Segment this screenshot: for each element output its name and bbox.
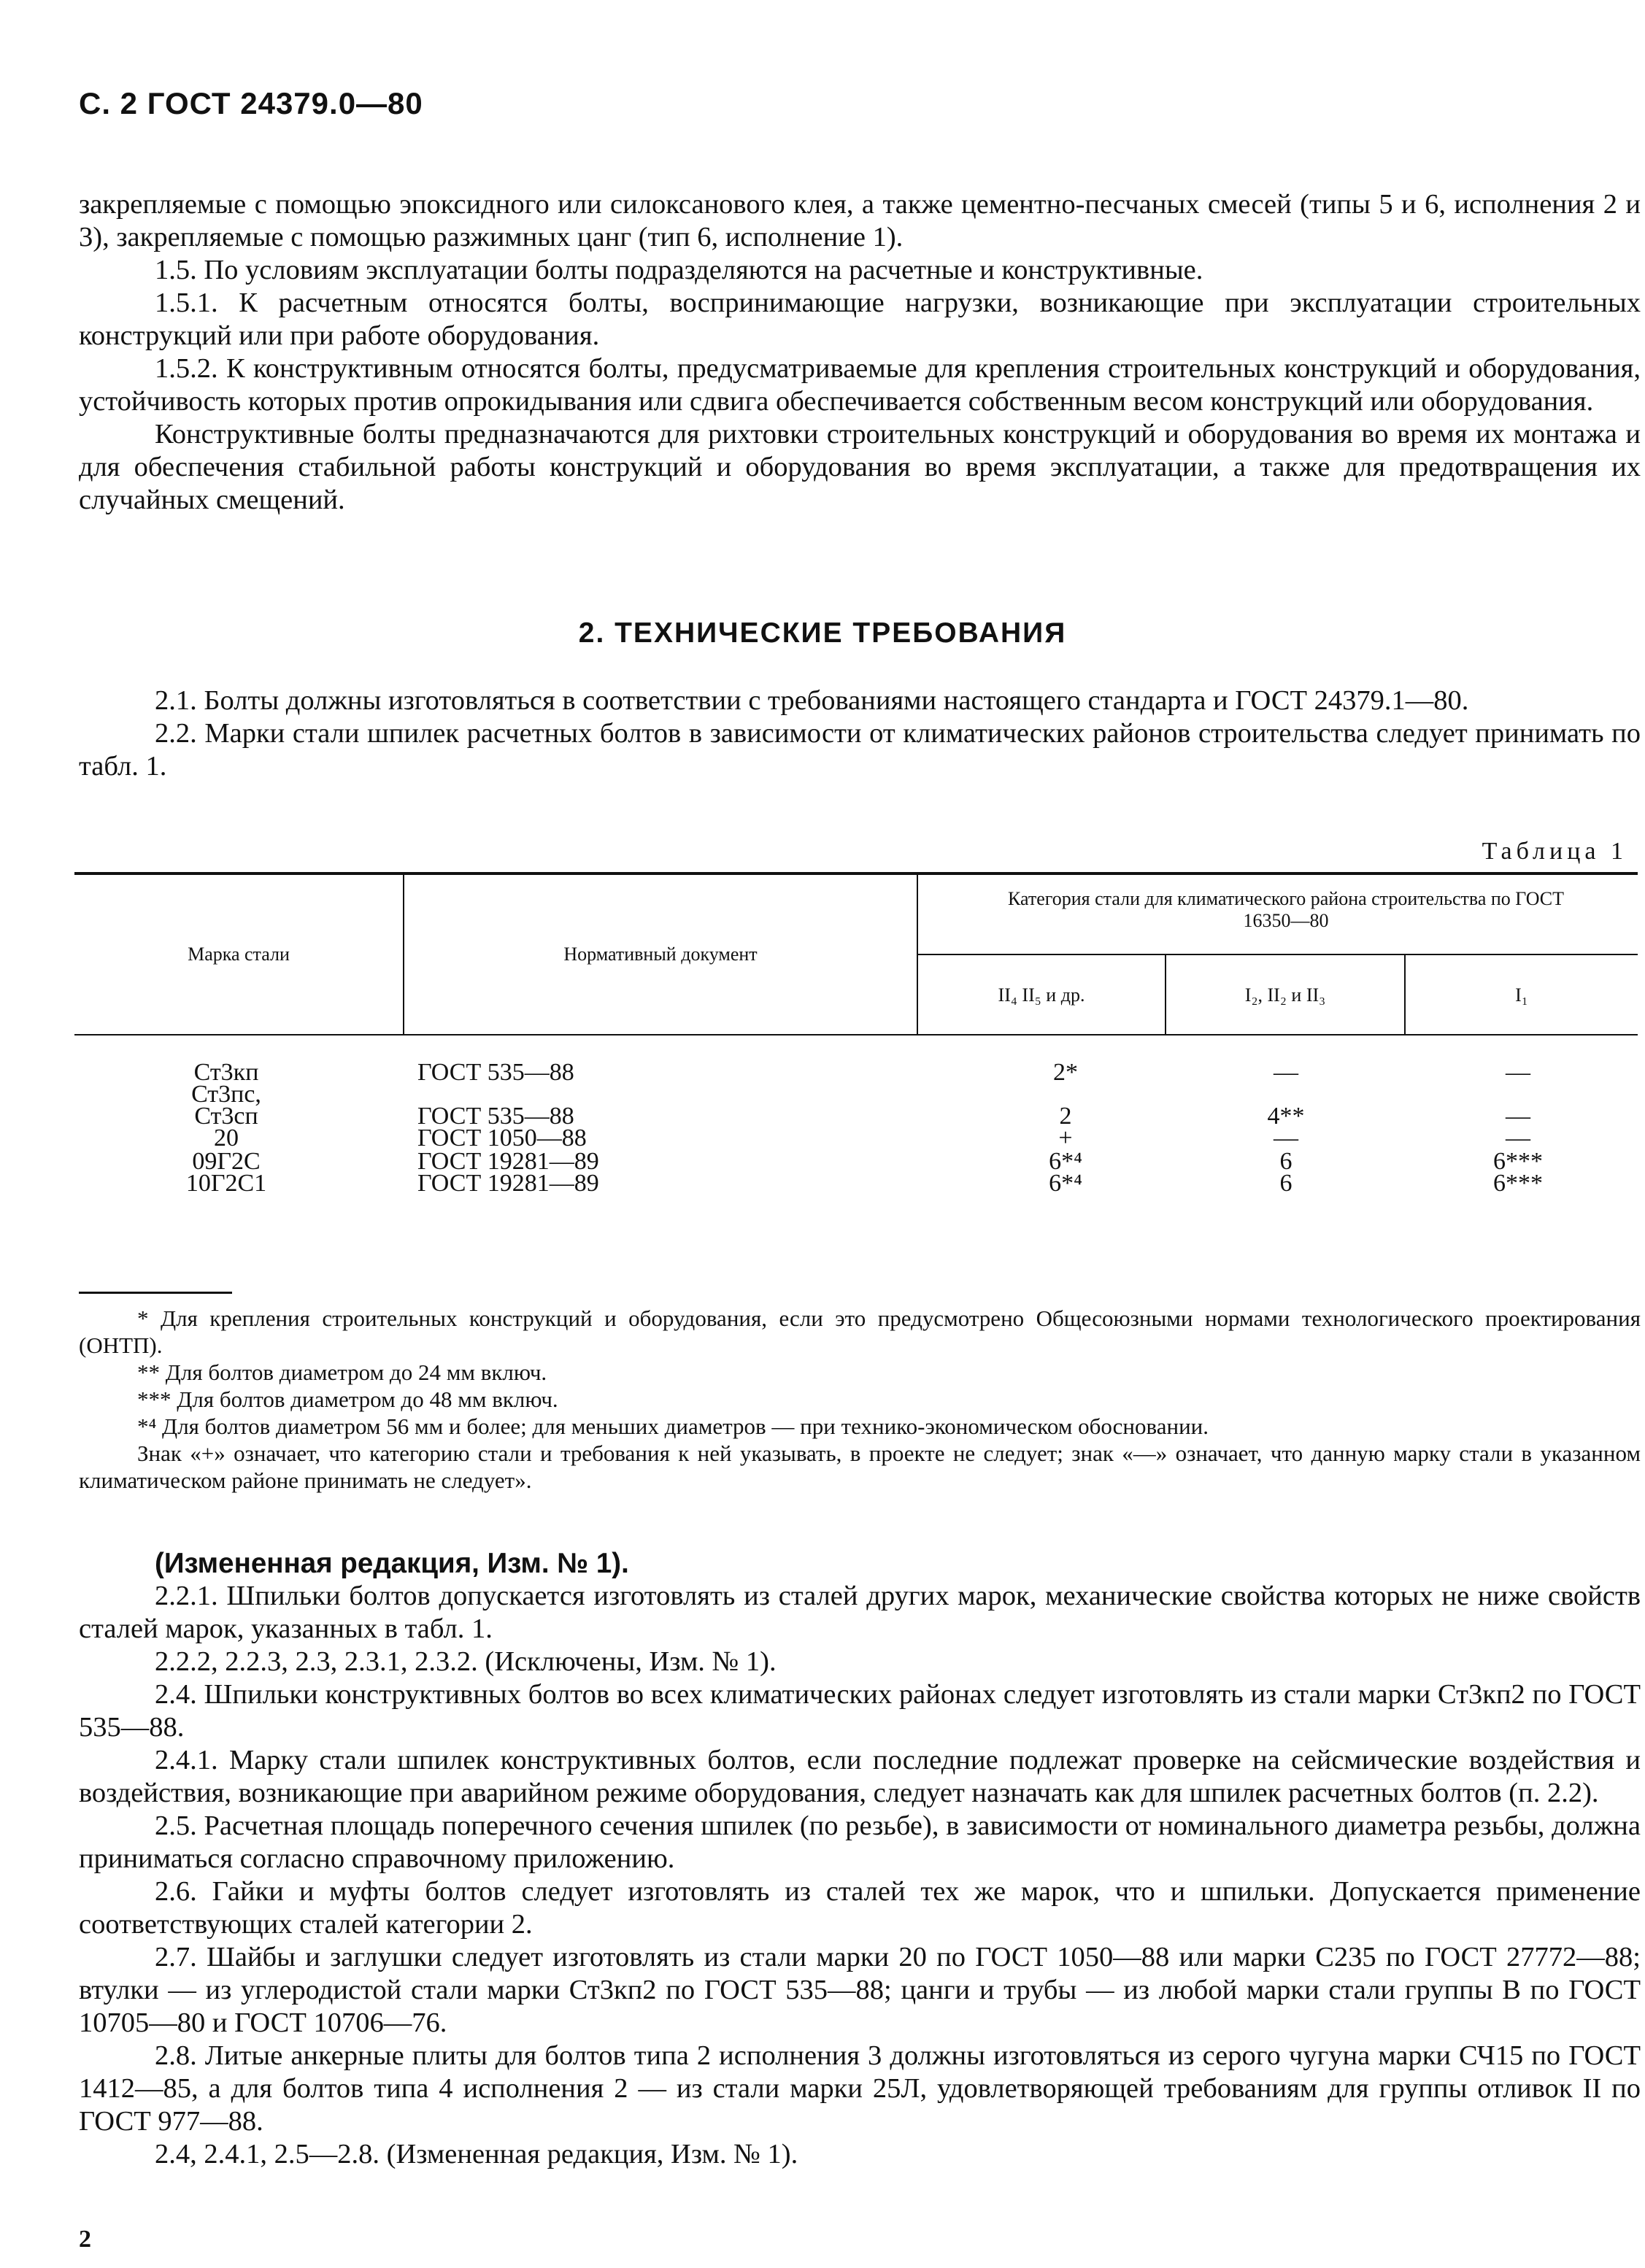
table-cell-c1: 6*⁴ — [1049, 1170, 1082, 1197]
table-cell-doc: ГОСТ 19281—89 — [417, 1170, 599, 1197]
table-cell-doc: ГОСТ 19281—89 — [417, 1148, 599, 1175]
header-steel-grade: Марка стали — [188, 944, 290, 965]
body-paragraph: 2.2.2, 2.2.3, 2.3, 2.3.1, 2.3.2. (Исключены, Изм. № 1). — [155, 1646, 777, 1677]
body-paragraph: 2.2.1. Шпильки болтов допускается изготовлять из сталей других марок, механические свойства которых не ниже свойств сталей марок, указанных в табл. 1. — [79, 1581, 1641, 1644]
body-paragraph: 2.8. Литые анкерные плиты для болтов типа 2 исполнения 3 должны изготовляться из серого чугуна марки СЧ15 по ГОСТ 1412—85, а для болтов типа 4 исполнения 2 — из стали марки 25Л, удовлетворяющей требованиям для группы отливок II по ГОСТ 977—88. — [79, 2040, 1641, 2137]
table-cell-steel: Ст3кп — [193, 1059, 259, 1086]
table-cell-c2: — — [1274, 1125, 1298, 1152]
table-header-rule — [74, 1034, 1638, 1035]
table-cell-steel: Ст3пс, — [191, 1081, 261, 1108]
footnote: *⁴ Для болтов диаметром 56 мм и более; для меньших диаметров — при технико-экономическом обосновании. — [137, 1413, 1209, 1439]
table-cell-c3: 6*** — [1493, 1148, 1543, 1175]
intro-paragraph: 1.5. По условиям эксплуатации болты подразделяются на расчетные и конструктивные. — [155, 255, 1203, 285]
section-text — [79, 684, 1641, 783]
table-cell-c2: — — [1274, 1059, 1298, 1086]
table-subheader-rule — [917, 954, 1638, 955]
table-cell-c3: 6*** — [1493, 1170, 1543, 1197]
table-cell-c2: 6 — [1279, 1148, 1292, 1175]
header-sub-2: I₂, II₂ и II₃ — [1244, 984, 1326, 1006]
footnotes — [79, 1305, 1641, 1494]
table-cell-doc: ГОСТ 535—88 — [417, 1059, 574, 1086]
body-paragraph: 2.5. Расчетная площадь поперечного сечения шпилек (по резьбе), в зависимости от номинального диаметра резьбы, должна приниматься согласно справочному приложению. — [79, 1810, 1641, 1874]
body-paragraph: (Измененная редакция, Изм. № 1). — [155, 1548, 629, 1579]
body-paragraph: 2.4, 2.4.1, 2.5—2.8. (Измененная редакция, Изм. № 1). — [155, 2139, 798, 2169]
intro-paragraph: Конструктивные болты предназначаются для рихтовки строительных конструкций и оборудования во время их монтажа и для обеспечения стабильной работы конструкций и оборудования во время эксплуатации, а также для предотвращения их случайных смещений. — [79, 419, 1641, 515]
header-category: Категория стали для климатического района строительства по ГОСТ 16350—80 — [1007, 888, 1565, 931]
header-sub-3: I₁ — [1515, 984, 1528, 1006]
page-number: 2 — [79, 2226, 91, 2253]
body-paragraph: 2.4.1. Марку стали шпилек конструктивных болтов, если последние подлежат проверке на сейсмические воздействия и воздействия, возникающие при аварийном режиме оборудования, следует назначать как для шпилек расчетных болтов (п. 2.2). — [79, 1745, 1641, 1808]
body-text — [79, 1547, 1641, 2171]
intro-paragraph: 1.5.1. К расчетным относятся болты, воспринимающие нагрузки, возникающие при эксплуатации строительных конструкций или при работе оборудования. — [79, 288, 1641, 351]
table-cell-c3: — — [1506, 1103, 1530, 1130]
table-cell-c1: + — [1058, 1125, 1073, 1152]
footnote: Знак «+» означает, что категорию стали и требования к ней указывать, в проекте не следует; знак «—» означает, что данную марку стали в указанном климатическом районе принимать не следует». — [79, 1440, 1641, 1493]
footnote: ** Для болтов диаметром до 24 мм включ. — [137, 1359, 547, 1385]
section-paragraph: 2.1. Болты должны изготовляться в соответствии с требованиями настоящего стандарта и ГОСТ 24379.1—80. — [155, 685, 1469, 716]
table-cell-c1: 2* — [1053, 1059, 1078, 1086]
table-cell-c1: 6*⁴ — [1049, 1148, 1082, 1175]
section-title: 2. ТЕХНИЧЕСКИЕ ТРЕБОВАНИЯ — [578, 617, 1067, 649]
table-cell-c1: 2 — [1059, 1103, 1072, 1130]
table-cell-c3: — — [1506, 1059, 1530, 1086]
body-paragraph: 2.7. Шайбы и заглушки следует изготовлять из стали марки 20 по ГОСТ 1050—88 или марки С235 по ГОСТ 27772—88; втулки — из углеродистой стали марки Ст3кп2 по ГОСТ 535—88; цанги и трубы — из любой марки стали группы В по ГОСТ 10705—80 и ГОСТ 10706—76. — [79, 1942, 1641, 2038]
header-normative-doc: Нормативный документ — [563, 944, 758, 965]
steel-grades-table — [74, 872, 1638, 1281]
table-cell-c2: 4** — [1267, 1103, 1305, 1130]
intro-text — [79, 188, 1641, 517]
table-cell-steel: 20 — [214, 1125, 239, 1152]
body-paragraph: 2.4. Шпильки конструктивных болтов во всех климатических районах следует изготовлять из стали марки Ст3кп2 по ГОСТ 535—88. — [79, 1679, 1641, 1743]
footnote: *** Для болтов диаметром до 48 мм включ. — [137, 1386, 558, 1412]
table-cell-steel: Ст3сп — [194, 1103, 258, 1130]
header-sub-1: II₄ II₅ и др. — [998, 984, 1085, 1006]
table-cell-doc: ГОСТ 535—88 — [417, 1103, 574, 1130]
table-caption: Таблица 1 — [1482, 838, 1627, 865]
footnote-rule — [79, 1292, 232, 1294]
table-cell-steel: 10Г2С1 — [185, 1170, 267, 1197]
section-paragraph: 2.2. Марки стали шпилек расчетных болтов в зависимости от климатических районов строительства следует принимать по табл. 1. — [79, 718, 1641, 782]
intro-paragraph: 1.5.2. К конструктивным относятся болты, предусматриваемые для крепления строительных конструкций и оборудования, устойчивость которых против опрокидывания или сдвига обеспечивается собственным весом конструкций или оборудования. — [79, 353, 1641, 417]
table-cell-doc: ГОСТ 1050—88 — [417, 1125, 587, 1152]
table-cell-c3: — — [1506, 1125, 1530, 1152]
table-cell-c2: 6 — [1279, 1170, 1292, 1197]
page-header: С. 2 ГОСТ 24379.0—80 — [79, 86, 423, 120]
body-paragraph: 2.6. Гайки и муфты болтов следует изготовлять из сталей тех же марок, что и шпильки. Допускается применение соответствующих сталей категории 2. — [79, 1876, 1641, 1940]
intro-paragraph: закрепляемые с помощью эпоксидного или силоксанового клея, а также цементно-песчаных смесей (типы 5 и 6, исполнения 2 и 3), закрепляемые с помощью разжимных цанг (тип 6, исполнение 1). — [79, 189, 1641, 252]
table-col-divider — [917, 875, 918, 1034]
table-top-rule — [74, 872, 1638, 875]
table-cell-steel: 09Г2С — [192, 1148, 261, 1175]
footnote: * Для крепления строительных конструкций и оборудования, если это предусмотрено Общесоюзными нормами технологического проектирования (ОНТП). — [79, 1305, 1641, 1358]
